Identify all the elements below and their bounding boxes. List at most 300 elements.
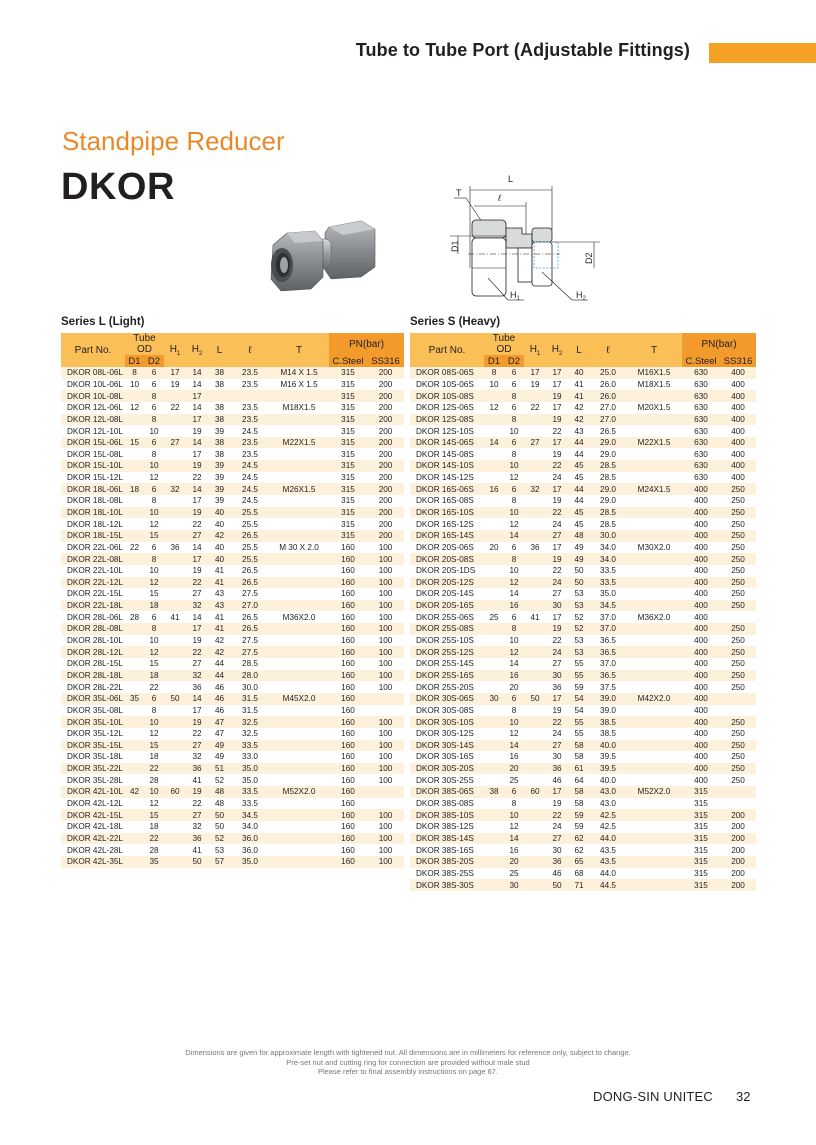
cell-pn-ss316: 400: [720, 367, 756, 379]
cell-pn-csteel: 160: [329, 670, 367, 682]
cell-pn-ss316: 200: [367, 530, 404, 542]
cell-h1: [164, 623, 186, 635]
cell-pn-ss316: 100: [367, 600, 404, 612]
cell-h1: [524, 425, 546, 437]
cell-l: 38: [208, 437, 231, 449]
cell-l: 39: [208, 472, 231, 484]
cell-l: 38: [208, 367, 231, 379]
col-header-d2: D2: [144, 355, 164, 367]
cell-d2: 30: [504, 879, 524, 891]
cell-h2: 32: [186, 600, 208, 612]
cell-h1: [164, 472, 186, 484]
dim-label-D1: D1: [450, 240, 460, 252]
cell-l: 46: [208, 705, 231, 717]
cell-l: [208, 390, 231, 402]
cell-h1: [524, 460, 546, 472]
cell-thread: [269, 751, 329, 763]
cell-h1: [524, 588, 546, 600]
cell-d2: 14: [504, 740, 524, 752]
cell-l: 54: [568, 705, 590, 717]
cell-pn-ss316: [720, 611, 756, 623]
table-row: [410, 437, 756, 449]
cell-ell: 31.5: [231, 705, 269, 717]
cell-d1: [125, 460, 144, 472]
cell-pn-ss316: 250: [720, 577, 756, 589]
cell-pn-ss316: 250: [720, 588, 756, 600]
cell-d1: [125, 705, 144, 717]
cell-d2: 10: [504, 460, 524, 472]
cell-thread: M42X2.0: [626, 693, 682, 705]
cell-d1: [484, 577, 504, 589]
col-header-tube-od: Tube OD: [484, 333, 524, 355]
cell-ell: 34.5: [231, 809, 269, 821]
cell-l: 47: [208, 716, 231, 728]
cell-h2: 24: [546, 577, 568, 589]
cell-pn-ss316: 100: [367, 670, 404, 682]
cell-h2: 17: [186, 553, 208, 565]
table-row: [410, 379, 756, 391]
cell-l: 38: [208, 448, 231, 460]
cell-l: 46: [208, 693, 231, 705]
cell-d1: [125, 553, 144, 565]
cell-h2: 30: [546, 751, 568, 763]
cell-h2: 19: [546, 553, 568, 565]
cell-h1: [164, 774, 186, 786]
cell-h1: 19: [524, 379, 546, 391]
cell-l: 45: [568, 507, 590, 519]
cell-pn-ss316: 100: [367, 565, 404, 577]
table-row: [61, 483, 404, 495]
cell-part-no: DKOR 35L-08L: [61, 705, 125, 717]
cell-pn-csteel: 160: [329, 646, 367, 658]
cell-pn-csteel: 315: [329, 483, 367, 495]
cell-h2: 17: [186, 623, 208, 635]
cell-d2: 10: [144, 507, 164, 519]
col-header-d1: D1: [484, 355, 504, 367]
cell-ell: 27.0: [231, 600, 269, 612]
cell-pn-ss316: 200: [367, 507, 404, 519]
cell-thread: [626, 646, 682, 658]
cell-h1: [164, 844, 186, 856]
cell-h1: [164, 809, 186, 821]
cell-part-no: DKOR 14S-08S: [410, 448, 484, 460]
cell-h1: [524, 728, 546, 740]
cell-pn-csteel: 400: [682, 646, 720, 658]
table-row: [61, 600, 404, 612]
cell-d1: [484, 414, 504, 426]
table-row: [61, 460, 404, 472]
cell-l: 50: [208, 809, 231, 821]
cell-h2: 22: [546, 565, 568, 577]
cell-l: 46: [208, 681, 231, 693]
cell-ell: 25.5: [231, 553, 269, 565]
cell-d1: [125, 390, 144, 402]
cell-pn-csteel: 400: [682, 681, 720, 693]
cell-part-no: DKOR 42L-28L: [61, 844, 125, 856]
cell-pn-ss316: 250: [720, 542, 756, 554]
cell-d2: 14: [504, 658, 524, 670]
col-header-l: L: [208, 333, 231, 367]
table-row: [61, 763, 404, 775]
cell-thread: M18X1.5: [626, 379, 682, 391]
cell-thread: [269, 716, 329, 728]
cell-ell: 29.0: [590, 437, 626, 449]
cell-h1: [164, 856, 186, 868]
cell-d2: 8: [504, 553, 524, 565]
table-row: [410, 542, 756, 554]
cell-d2: 16: [504, 844, 524, 856]
cell-pn-csteel: 160: [329, 553, 367, 565]
cell-d2: 16: [504, 751, 524, 763]
series-l-rows: [61, 367, 404, 868]
cell-thread: M 30 X 2.0: [269, 542, 329, 554]
cell-d1: [484, 518, 504, 530]
cell-ell: 28.5: [590, 507, 626, 519]
cell-d2: 22: [144, 833, 164, 845]
cell-h2: 14: [186, 402, 208, 414]
table-row: [61, 751, 404, 763]
col-header-ss316: SS316: [720, 355, 756, 367]
cell-h2: 30: [546, 600, 568, 612]
cell-h1: [164, 565, 186, 577]
series-l-title: Series L (Light): [61, 316, 145, 328]
cell-d2: 12: [504, 646, 524, 658]
cell-h2: 19: [546, 623, 568, 635]
cell-ell: 27.5: [231, 646, 269, 658]
cell-h2: 36: [546, 763, 568, 775]
cell-pn-ss316: 400: [720, 390, 756, 402]
table-row: [61, 844, 404, 856]
cell-d2: 15: [144, 809, 164, 821]
cell-thread: [269, 705, 329, 717]
cell-d2: 12: [144, 798, 164, 810]
cell-d1: [484, 588, 504, 600]
cell-d1: [125, 751, 144, 763]
cell-pn-csteel: 400: [682, 588, 720, 600]
cell-d2: 14: [504, 588, 524, 600]
cell-part-no: DKOR 38S-25S: [410, 868, 484, 880]
table-row: [61, 786, 404, 798]
cell-part-no: DKOR 38S-12S: [410, 821, 484, 833]
cell-thread: [626, 390, 682, 402]
cell-h1: [164, 635, 186, 647]
cell-thread: [626, 530, 682, 542]
cell-h1: [524, 774, 546, 786]
cell-thread: M36X2.0: [626, 611, 682, 623]
cell-pn-ss316: 250: [720, 495, 756, 507]
cell-h1: [164, 833, 186, 845]
cell-thread: M16X1.5: [626, 367, 682, 379]
cell-pn-ss316: 250: [720, 565, 756, 577]
cell-thread: [269, 821, 329, 833]
cell-h1: [524, 623, 546, 635]
cell-d1: [484, 798, 504, 810]
table-row: [61, 402, 404, 414]
table-row: [61, 833, 404, 845]
cell-pn-csteel: 630: [682, 390, 720, 402]
cell-h2: 22: [186, 798, 208, 810]
cell-h1: [524, 518, 546, 530]
cell-h2: 14: [186, 483, 208, 495]
cell-l: 55: [568, 728, 590, 740]
cell-h2: 17: [546, 402, 568, 414]
cell-thread: [626, 577, 682, 589]
cell-pn-csteel: 160: [329, 763, 367, 775]
cell-l: 49: [208, 751, 231, 763]
table-row: [410, 763, 756, 775]
cell-pn-csteel: 315: [329, 472, 367, 484]
cell-h2: 27: [546, 530, 568, 542]
cell-d2: 10: [504, 809, 524, 821]
cell-d1: 16: [484, 483, 504, 495]
cell-h1: [524, 751, 546, 763]
cell-part-no: DKOR 35L-22L: [61, 763, 125, 775]
cell-ell: 39.0: [590, 705, 626, 717]
table-row: [410, 518, 756, 530]
cell-d2: 12: [144, 577, 164, 589]
cell-l: 52: [568, 623, 590, 635]
cell-thread: [269, 448, 329, 460]
cell-part-no: DKOR 20S-08S: [410, 553, 484, 565]
cell-d2: 10: [504, 635, 524, 647]
cell-d1: [484, 553, 504, 565]
cell-thread: [269, 844, 329, 856]
cell-pn-ss316: 100: [367, 774, 404, 786]
cell-thread: [269, 495, 329, 507]
cell-pn-csteel: 315: [682, 856, 720, 868]
cell-d2: 15: [144, 588, 164, 600]
cell-pn-ss316: 400: [720, 414, 756, 426]
cell-d2: 12: [504, 472, 524, 484]
col-header-part-no: Part No.: [410, 333, 484, 367]
cell-pn-ss316: 250: [720, 740, 756, 752]
cell-thread: [626, 833, 682, 845]
table-row: [61, 821, 404, 833]
cell-ell: 33.5: [231, 786, 269, 798]
cell-d2: 28: [144, 774, 164, 786]
table-row: [410, 367, 756, 379]
cell-d1: [125, 658, 144, 670]
cell-ell: 43.5: [590, 856, 626, 868]
cell-pn-ss316: 100: [367, 751, 404, 763]
series-l-section: [61, 316, 404, 868]
cell-part-no: DKOR 22L-08L: [61, 553, 125, 565]
cell-thread: M18X1.5: [269, 402, 329, 414]
cell-d1: 35: [125, 693, 144, 705]
cell-h1: [524, 635, 546, 647]
cell-l: 41: [568, 390, 590, 402]
cell-part-no: DKOR 35L-12L: [61, 728, 125, 740]
cell-h2: 24: [546, 821, 568, 833]
cell-h2: 14: [186, 693, 208, 705]
cell-pn-csteel: 400: [682, 774, 720, 786]
cell-l: 48: [568, 530, 590, 542]
cell-h1: [524, 646, 546, 658]
cell-ell: 26.5: [231, 565, 269, 577]
section-title: Tube to Tube Port (Adjustable Fittings): [355, 40, 690, 60]
cell-pn-ss316: 400: [720, 448, 756, 460]
cell-part-no: DKOR 38S-30S: [410, 879, 484, 891]
cell-d2: 8: [144, 495, 164, 507]
cell-ell: 23.5: [231, 437, 269, 449]
table-row: [61, 774, 404, 786]
cell-h1: [524, 670, 546, 682]
cell-part-no: DKOR 20S-16S: [410, 600, 484, 612]
cell-pn-csteel: 630: [682, 379, 720, 391]
series-s-rows: [410, 367, 756, 891]
cell-d1: [125, 530, 144, 542]
cell-ell: 24.5: [231, 483, 269, 495]
cell-d1: [125, 821, 144, 833]
cell-pn-csteel: 160: [329, 635, 367, 647]
cell-d1: [125, 518, 144, 530]
cell-part-no: DKOR 38S-20S: [410, 856, 484, 868]
cell-h2: 19: [546, 448, 568, 460]
series-s-title: Series S (Heavy): [410, 316, 501, 328]
cell-d2: 18: [144, 751, 164, 763]
cell-h2: 19: [546, 495, 568, 507]
footnote-line: Dimensions are given for approximate length with tightened nut. All dimensions are in millimeters for reference only, subject to change.: [185, 1048, 631, 1057]
cell-d2: 6: [504, 379, 524, 391]
cell-h2: 19: [186, 716, 208, 728]
cell-d1: 22: [125, 542, 144, 554]
cell-ell: 25.5: [231, 507, 269, 519]
cell-pn-csteel: 315: [682, 798, 720, 810]
cell-part-no: DKOR 28L-08L: [61, 623, 125, 635]
cell-l: 44: [568, 495, 590, 507]
cell-d1: [484, 751, 504, 763]
cell-part-no: DKOR 14S-06S: [410, 437, 484, 449]
cell-l: 38: [208, 379, 231, 391]
cell-ell: 36.5: [590, 635, 626, 647]
cell-pn-ss316: 250: [720, 774, 756, 786]
cell-part-no: DKOR 28L-22L: [61, 681, 125, 693]
cell-part-no: DKOR 18L-10L: [61, 507, 125, 519]
table-row: [410, 507, 756, 519]
cell-l: 62: [568, 844, 590, 856]
cell-h2: 32: [186, 670, 208, 682]
cell-ell: 24.5: [231, 460, 269, 472]
cell-h2: 19: [546, 390, 568, 402]
cell-thread: [626, 798, 682, 810]
cell-h2: 19: [186, 635, 208, 647]
cell-part-no: DKOR 08L-06L: [61, 367, 125, 379]
cell-pn-ss316: 100: [367, 542, 404, 554]
cell-h1: [164, 577, 186, 589]
cell-pn-csteel: 400: [682, 600, 720, 612]
cell-ell: 26.5: [231, 623, 269, 635]
table-row: [61, 740, 404, 752]
cell-d1: 30: [484, 693, 504, 705]
cell-pn-ss316: 400: [720, 460, 756, 472]
cell-pn-ss316: 250: [720, 646, 756, 658]
cell-ell: 27.0: [590, 402, 626, 414]
cell-pn-csteel: 315: [329, 425, 367, 437]
table-row: [410, 728, 756, 740]
cell-thread: [626, 425, 682, 437]
cell-pn-ss316: 100: [367, 635, 404, 647]
table-row: [61, 367, 404, 379]
cell-pn-csteel: 630: [682, 367, 720, 379]
cell-pn-ss316: [720, 693, 756, 705]
cell-d1: [125, 763, 144, 775]
cell-pn-ss316: 400: [720, 472, 756, 484]
cell-part-no: DKOR 35L-28L: [61, 774, 125, 786]
table-row: [410, 798, 756, 810]
table-row: [410, 588, 756, 600]
table-row: [61, 507, 404, 519]
cell-pn-csteel: 400: [682, 507, 720, 519]
cell-thread: [269, 425, 329, 437]
cell-pn-ss316: 250: [720, 670, 756, 682]
cell-h1: [164, 670, 186, 682]
cell-h2: 17: [546, 693, 568, 705]
table-row: [61, 390, 404, 402]
cell-h1: [524, 390, 546, 402]
table-row: [61, 379, 404, 391]
cell-d1: [484, 868, 504, 880]
cell-pn-ss316: 250: [720, 623, 756, 635]
cell-d2: 8: [504, 414, 524, 426]
cell-l: 44: [568, 437, 590, 449]
cell-h1: [164, 495, 186, 507]
cell-thread: [626, 495, 682, 507]
cell-pn-ss316: 200: [367, 483, 404, 495]
cell-d1: [484, 646, 504, 658]
cell-ell: 29.0: [590, 483, 626, 495]
cell-pn-ss316: 100: [367, 809, 404, 821]
cell-pn-csteel: 160: [329, 774, 367, 786]
cell-l: 50: [568, 577, 590, 589]
cell-h1: [164, 588, 186, 600]
cell-ell: 40.0: [590, 774, 626, 786]
cell-h2: 14: [186, 437, 208, 449]
cell-h1: [524, 868, 546, 880]
cell-ell: 27.5: [231, 588, 269, 600]
cell-ell: 26.5: [590, 425, 626, 437]
cell-d2: 8: [144, 705, 164, 717]
table-row: [410, 670, 756, 682]
cell-d2: 8: [144, 390, 164, 402]
cell-l: 42: [568, 402, 590, 414]
cell-d2: 6: [144, 483, 164, 495]
cell-part-no: DKOR 30S-16S: [410, 751, 484, 763]
cell-d1: [125, 472, 144, 484]
cell-thread: [269, 635, 329, 647]
cell-h1: [164, 658, 186, 670]
cell-thread: [626, 658, 682, 670]
cell-pn-csteel: 400: [682, 518, 720, 530]
cell-h2: 24: [546, 646, 568, 658]
cell-thread: [626, 728, 682, 740]
table-row: [61, 518, 404, 530]
cell-d2: 12: [504, 821, 524, 833]
cell-pn-ss316: 200: [367, 402, 404, 414]
dim-label-H1: $H_1$: [510, 290, 520, 302]
cell-d1: [484, 716, 504, 728]
cell-pn-ss316: 100: [367, 833, 404, 845]
cell-h1: [164, 763, 186, 775]
cell-thread: [626, 600, 682, 612]
cell-d2: 6: [504, 786, 524, 798]
cell-h2: 27: [546, 740, 568, 752]
col-header-h1: $H_1$: [524, 333, 546, 367]
cell-d1: [125, 414, 144, 426]
cell-h2: 50: [546, 879, 568, 891]
cell-ell: 30.0: [231, 681, 269, 693]
cell-pn-ss316: 200: [367, 379, 404, 391]
cell-h2: 27: [546, 658, 568, 670]
